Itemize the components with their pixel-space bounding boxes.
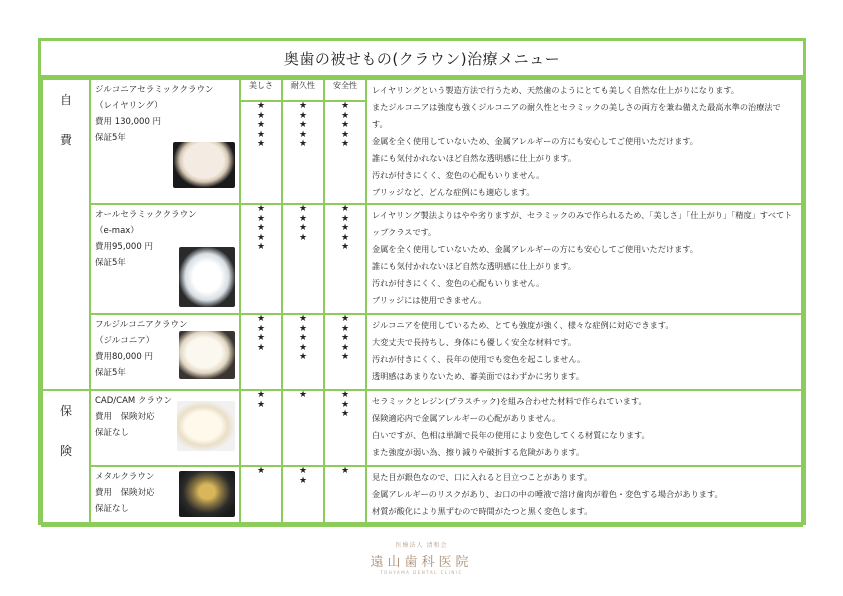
product-description — [366, 466, 802, 526]
star-icon: ★ — [298, 390, 308, 400]
stars-durability — [282, 314, 324, 390]
product-name: CAD/CAM クラウン — [95, 396, 172, 406]
full-zirconia-crown-photo — [179, 331, 235, 379]
star-icon: ★ — [256, 129, 266, 140]
star-icon: ★ — [256, 342, 266, 353]
description-line: 金属を全く使用していないため、金属アレルギーの方にも安心してご使用いただけます。 — [372, 244, 698, 254]
star-icon: ★ — [256, 120, 266, 131]
star-icon: ★ — [298, 333, 308, 344]
star-icon: ★ — [256, 314, 266, 324]
star-icon: ★ — [340, 110, 350, 121]
description-line: 金属を全く使用していないため、金属アレルギーの方にも安心してご使用いただけます。 — [372, 136, 698, 146]
product-subname: （e-max） — [95, 226, 139, 236]
description-line: レイヤリング製法よりはやや劣りますが、セラミックのみで作られるため、「美しさ」「仕上がり」「精度」すべてトップクラスです。 — [372, 210, 793, 237]
star-icon: ★ — [256, 213, 266, 224]
star-icon: ★ — [340, 399, 350, 410]
product-name: メタルクラウン — [95, 472, 155, 482]
clinic-name: 遠山歯科医院 — [370, 555, 473, 570]
description-line: 汚れが付きにくく、変色の心配もいりません。 — [372, 278, 545, 288]
product-description — [366, 204, 802, 314]
description-line: レイヤリングという製造方法で行うため、天然歯のようにとても美しく自然な仕上がりになります。 — [372, 85, 740, 95]
description-line: 誰にも気付かれないほど自然な透明感に仕上がります。 — [372, 261, 577, 271]
star-icon: ★ — [298, 129, 308, 140]
star-icon: ★ — [298, 110, 308, 121]
star-icon: ★ — [256, 466, 266, 476]
clinic-name-en: TOHYAMA DENTAL CLINIC — [380, 570, 463, 575]
star-icon: ★ — [340, 139, 350, 150]
category-char: 保 — [59, 404, 72, 418]
star-icon: ★ — [256, 399, 266, 410]
star-icon: ★ — [340, 409, 350, 420]
star-icon: ★ — [256, 390, 266, 400]
star-icon: ★ — [298, 475, 308, 486]
star-icon: ★ — [298, 342, 308, 353]
description-line: 見た目が銀色なので、口に入れると目立つことがあります。 — [372, 472, 593, 482]
product-cad-cam — [90, 390, 240, 466]
description-line: 保険適応内で金属アレルギーの心配がありません。 — [372, 413, 561, 423]
star-icon: ★ — [298, 314, 308, 324]
stars-safety — [324, 390, 366, 466]
description-line: またジルコニアは強度も強くジルコニアの耐久性とセラミックの美しさの両方を兼ね備えた最高水準の治療法です。 — [372, 102, 781, 129]
category-char: 費 — [59, 133, 72, 147]
stars-beauty — [240, 204, 282, 314]
product-full-zirconia — [90, 314, 240, 390]
description-line: 白いですが、色相は単調で長年の使用により変色してくる材質になります。 — [372, 430, 650, 440]
star-icon: ★ — [256, 110, 266, 121]
star-icon: ★ — [298, 204, 308, 214]
star-icon: ★ — [340, 242, 350, 253]
header-beauty: 美しさ — [240, 79, 282, 101]
stars-durability — [282, 390, 324, 466]
product-description — [366, 390, 802, 466]
table-row — [42, 314, 802, 390]
star-icon: ★ — [256, 232, 266, 243]
table-row — [42, 466, 802, 526]
star-icon: ★ — [256, 101, 266, 111]
category-char: 険 — [59, 444, 72, 458]
star-icon: ★ — [298, 352, 308, 363]
table-row — [42, 390, 802, 466]
stars-durability — [282, 466, 324, 526]
product-subname: （ジルコニア） — [95, 336, 155, 346]
all-ceramic-crown-photo — [179, 247, 235, 307]
star-icon: ★ — [256, 204, 266, 214]
star-icon: ★ — [340, 352, 350, 363]
product-zirconia-ceramic — [90, 79, 240, 204]
description-line: また強度が弱い為、擦り減りや破折する危険があります。 — [372, 447, 585, 457]
star-icon: ★ — [340, 213, 350, 224]
stars-safety — [324, 314, 366, 390]
menu-sheet — [38, 38, 806, 525]
metal-crown-photo — [179, 471, 235, 517]
star-icon: ★ — [340, 390, 350, 400]
star-icon: ★ — [340, 323, 350, 334]
stars-safety — [324, 101, 366, 204]
star-icon: ★ — [298, 232, 308, 243]
description-line: 汚れが付きにくく、変色の心配もいりません。 — [372, 170, 545, 180]
star-icon: ★ — [256, 323, 266, 334]
header-durability: 耐久性 — [282, 79, 324, 101]
product-all-ceramic — [90, 204, 240, 314]
star-icon: ★ — [340, 223, 350, 234]
stars-safety — [324, 204, 366, 314]
clinic-logo — [0, 540, 843, 575]
description-line: 金属アレルギーのリスクがあり、お口の中の唾液で溶け歯肉が着色・変色する場合があります。 — [372, 489, 723, 499]
star-icon: ★ — [298, 323, 308, 334]
product-name: ジルコニアセラミッククラウン — [95, 85, 214, 95]
star-icon: ★ — [340, 342, 350, 353]
cad-cam-crown-photo — [177, 401, 235, 451]
table-row — [42, 204, 802, 314]
stars-beauty — [240, 314, 282, 390]
header-safety: 安全性 — [324, 79, 366, 101]
description-line: 汚れが付きにくく、長年の使用でも変色を起こしません。 — [372, 354, 586, 364]
product-price: 費用80,000 円 — [95, 352, 153, 362]
product-subname: （レイヤリング） — [95, 101, 163, 111]
product-description — [366, 79, 802, 204]
description-line: ジルコニアを使用しているため、とても強度が強く、様々な症例に対応できます。 — [372, 320, 674, 330]
category-self-pay — [42, 79, 90, 390]
product-warranty: 保証なし — [95, 504, 130, 514]
product-warranty: 保証5年 — [95, 368, 126, 378]
description-line: ブリッジには使用できません。 — [372, 295, 487, 305]
star-icon: ★ — [298, 101, 308, 111]
description-line: 大変丈夫で長持ちし、身体にも優しく安全な材料です。 — [372, 337, 577, 347]
star-icon: ★ — [298, 466, 308, 476]
stars-safety — [324, 466, 366, 526]
star-icon: ★ — [256, 333, 266, 344]
star-icon: ★ — [298, 213, 308, 224]
star-icon: ★ — [256, 242, 266, 253]
header-row — [42, 79, 802, 101]
category-insurance — [42, 390, 90, 526]
product-warranty: 保証5年 — [95, 258, 126, 268]
stars-beauty — [240, 466, 282, 526]
star-icon: ★ — [340, 466, 350, 476]
product-price: 費用 保険対応 — [95, 412, 155, 422]
star-icon: ★ — [298, 223, 308, 234]
category-char: 自 — [59, 93, 72, 107]
star-icon: ★ — [340, 120, 350, 131]
description-line: セラミックとレジン(プラスチック)を組み合わせた材料で作られています。 — [372, 396, 647, 406]
product-price: 費用95,000 円 — [95, 242, 153, 252]
description-line: 透明感はあまりないため、審美面ではわずかに劣ります。 — [372, 371, 584, 381]
star-icon: ★ — [298, 139, 308, 150]
product-name: フルジルコニアクラウン — [95, 320, 188, 330]
product-metal — [90, 466, 240, 526]
product-warranty: 保証なし — [95, 428, 130, 438]
star-icon: ★ — [340, 129, 350, 140]
product-price: 費用 130,000 円 — [95, 117, 162, 127]
star-icon: ★ — [340, 333, 350, 344]
product-description — [366, 314, 802, 390]
product-price: 費用 保険対応 — [95, 488, 155, 498]
page-title: 奥歯の被せもの(クラウン)治療メニュー — [41, 41, 803, 78]
crown-menu-table — [41, 78, 803, 527]
star-icon: ★ — [340, 204, 350, 214]
zirconia-ceramic-crown-photo — [173, 142, 235, 188]
product-warranty: 保証5年 — [95, 133, 126, 143]
description-line: 材質が酸化により黒ずむので時間がたつと黒く変色します。 — [372, 506, 593, 516]
star-icon: ★ — [340, 101, 350, 111]
star-icon: ★ — [340, 232, 350, 243]
clinic-corp-name: 医療法人 清和会 — [395, 542, 448, 549]
star-icon: ★ — [256, 139, 266, 150]
stars-beauty — [240, 101, 282, 204]
star-icon: ★ — [340, 314, 350, 324]
stars-beauty — [240, 390, 282, 466]
description-line: ブリッジなど、どんな症例にも適応します。 — [372, 187, 535, 197]
star-icon: ★ — [256, 223, 266, 234]
stars-durability — [282, 101, 324, 204]
stars-durability — [282, 204, 324, 314]
description-line: 誰にも気付かれないほど自然な透明感に仕上がります。 — [372, 153, 577, 163]
product-name: オールセラミッククラウン — [95, 210, 197, 220]
star-icon: ★ — [298, 120, 308, 131]
